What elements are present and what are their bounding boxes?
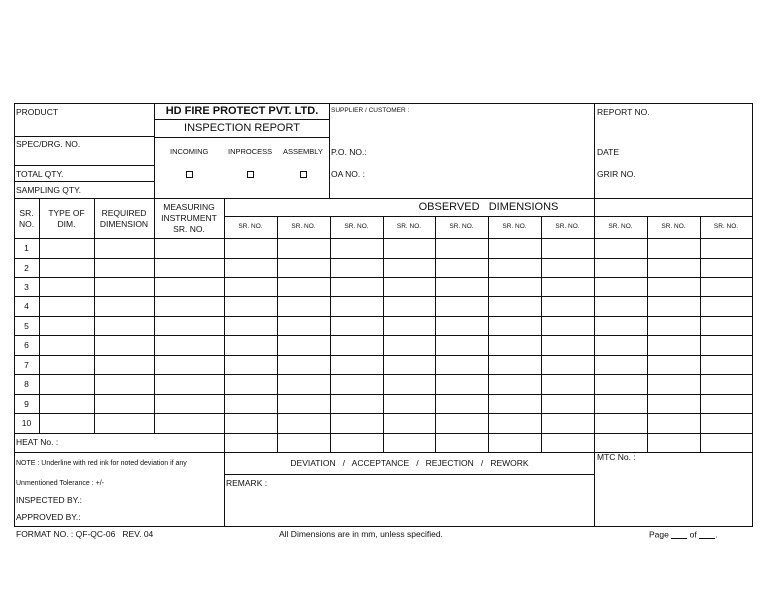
assembly-label: ASSEMBLY bbox=[283, 147, 323, 156]
divider bbox=[329, 103, 330, 199]
mtc-no-label: MTC No. : bbox=[597, 452, 636, 462]
product-label: PRODUCT bbox=[16, 107, 59, 117]
page-number: Page of . bbox=[649, 529, 718, 540]
divider bbox=[14, 181, 155, 182]
company-name: HD FIRE PROTECT PVT. LTD. bbox=[165, 105, 319, 117]
row-number-5: 5 bbox=[24, 321, 29, 331]
remark-label: REMARK : bbox=[226, 478, 268, 488]
obs-sr-no-8: SR. NO. bbox=[608, 223, 633, 230]
grir-no-label: GRIR NO. bbox=[597, 169, 636, 179]
col-sr-line2: NO. bbox=[18, 219, 35, 229]
supplier-label: SUPPLIER / CUSTOMER : bbox=[331, 107, 410, 114]
approved-by-label: APPROVED BY.: bbox=[16, 512, 81, 522]
po-no-label: P.O. NO.: bbox=[331, 147, 367, 157]
form-border-right bbox=[752, 103, 753, 527]
heat-no-label: HEAT No. : bbox=[16, 437, 59, 447]
date-label: DATE bbox=[597, 147, 620, 157]
divider bbox=[277, 216, 278, 453]
inprocess-label: INPROCESS bbox=[228, 147, 273, 156]
oa-no-label: OA NO. : bbox=[331, 169, 366, 179]
divider bbox=[594, 198, 595, 527]
sampling-qty-label: SAMPLING QTY. bbox=[16, 185, 82, 195]
obs-sr-no-1: SR. NO. bbox=[238, 223, 263, 230]
divider bbox=[14, 198, 753, 199]
divider bbox=[224, 198, 225, 527]
total-qty-label: TOTAL QTY. bbox=[16, 169, 64, 179]
divider bbox=[435, 216, 436, 453]
col-type-line2: DIM. bbox=[57, 219, 76, 229]
divider bbox=[700, 216, 701, 453]
obs-sr-no-7: SR. NO. bbox=[555, 223, 580, 230]
divider bbox=[14, 136, 155, 137]
page-blank[interactable] bbox=[671, 530, 687, 539]
divider bbox=[224, 474, 595, 475]
tolerance-text: Unmentioned Tolerance : +/- bbox=[16, 480, 105, 487]
row-number-10: 10 bbox=[21, 418, 32, 428]
col-required-line2: DIMENSION bbox=[99, 219, 149, 229]
row-number-7: 7 bbox=[24, 360, 29, 370]
divider bbox=[488, 216, 489, 453]
divider bbox=[154, 119, 330, 120]
page-label: Page bbox=[649, 529, 669, 540]
form-border-top bbox=[14, 103, 753, 104]
row-number-1: 1 bbox=[24, 243, 29, 253]
row-number-2: 2 bbox=[24, 263, 29, 273]
incoming-label: INCOMING bbox=[170, 147, 209, 156]
note-text: NOTE : Underline with red ink for noted deviation if any bbox=[16, 460, 187, 467]
form-border-left bbox=[14, 103, 15, 527]
divider bbox=[383, 216, 384, 453]
col-measuring-line1: MEASURING bbox=[163, 202, 215, 212]
divider bbox=[330, 216, 331, 453]
divider bbox=[541, 216, 542, 453]
format-no: FORMAT NO. : QF-QC-06 REV. 04 bbox=[16, 529, 154, 539]
obs-sr-no-5: SR. NO. bbox=[449, 223, 474, 230]
col-measuring-line2: INSTRUMENT bbox=[161, 213, 217, 223]
report-no-label: REPORT NO. bbox=[597, 107, 650, 117]
obs-sr-no-3: SR. NO. bbox=[344, 223, 369, 230]
of-label: of bbox=[689, 529, 697, 540]
obs-sr-no-6: SR. NO. bbox=[502, 223, 527, 230]
inprocess-checkbox[interactable] bbox=[247, 171, 254, 178]
col-required-line1: REQUIRED bbox=[101, 208, 147, 218]
row-number-6: 6 bbox=[24, 340, 29, 350]
col-sr-line1: SR. bbox=[19, 208, 34, 218]
row-number-4: 4 bbox=[24, 301, 29, 311]
obs-sr-no-10: SR. NO. bbox=[713, 223, 739, 230]
divider bbox=[14, 165, 155, 166]
row-number-8: 8 bbox=[24, 379, 29, 389]
assembly-checkbox[interactable] bbox=[300, 171, 307, 178]
obs-sr-no-4: SR. NO. bbox=[396, 223, 422, 230]
divider bbox=[594, 103, 595, 199]
obs-sr-no-9: SR. NO. bbox=[661, 223, 686, 230]
form-border-bottom bbox=[14, 526, 753, 527]
dimensions-note: All Dimensions are in mm, unless specified. bbox=[279, 529, 443, 539]
observed-dimensions-heading: OBSERVED DIMENSIONS bbox=[418, 201, 559, 213]
row-number-3: 3 bbox=[24, 282, 29, 292]
row-number-9: 9 bbox=[24, 399, 29, 409]
divider bbox=[39, 198, 40, 433]
divider bbox=[94, 198, 95, 433]
status-options: DEVIATION / ACCEPTANCE / REJECTION / REWORK bbox=[290, 458, 529, 468]
divider bbox=[154, 137, 330, 138]
divider bbox=[647, 216, 648, 453]
divider bbox=[154, 103, 155, 199]
col-measuring-line3: SR. NO. bbox=[173, 224, 205, 234]
report-title: INSPECTION REPORT bbox=[184, 122, 300, 134]
spec-label: SPEC/DRG. NO. bbox=[16, 139, 81, 149]
col-type-line1: TYPE OF bbox=[48, 208, 85, 218]
incoming-checkbox[interactable] bbox=[186, 171, 193, 178]
inspected-by-label: INSPECTED BY.: bbox=[16, 495, 82, 505]
total-pages-blank[interactable] bbox=[699, 530, 715, 539]
obs-sr-no-2: SR. NO. bbox=[291, 223, 316, 230]
